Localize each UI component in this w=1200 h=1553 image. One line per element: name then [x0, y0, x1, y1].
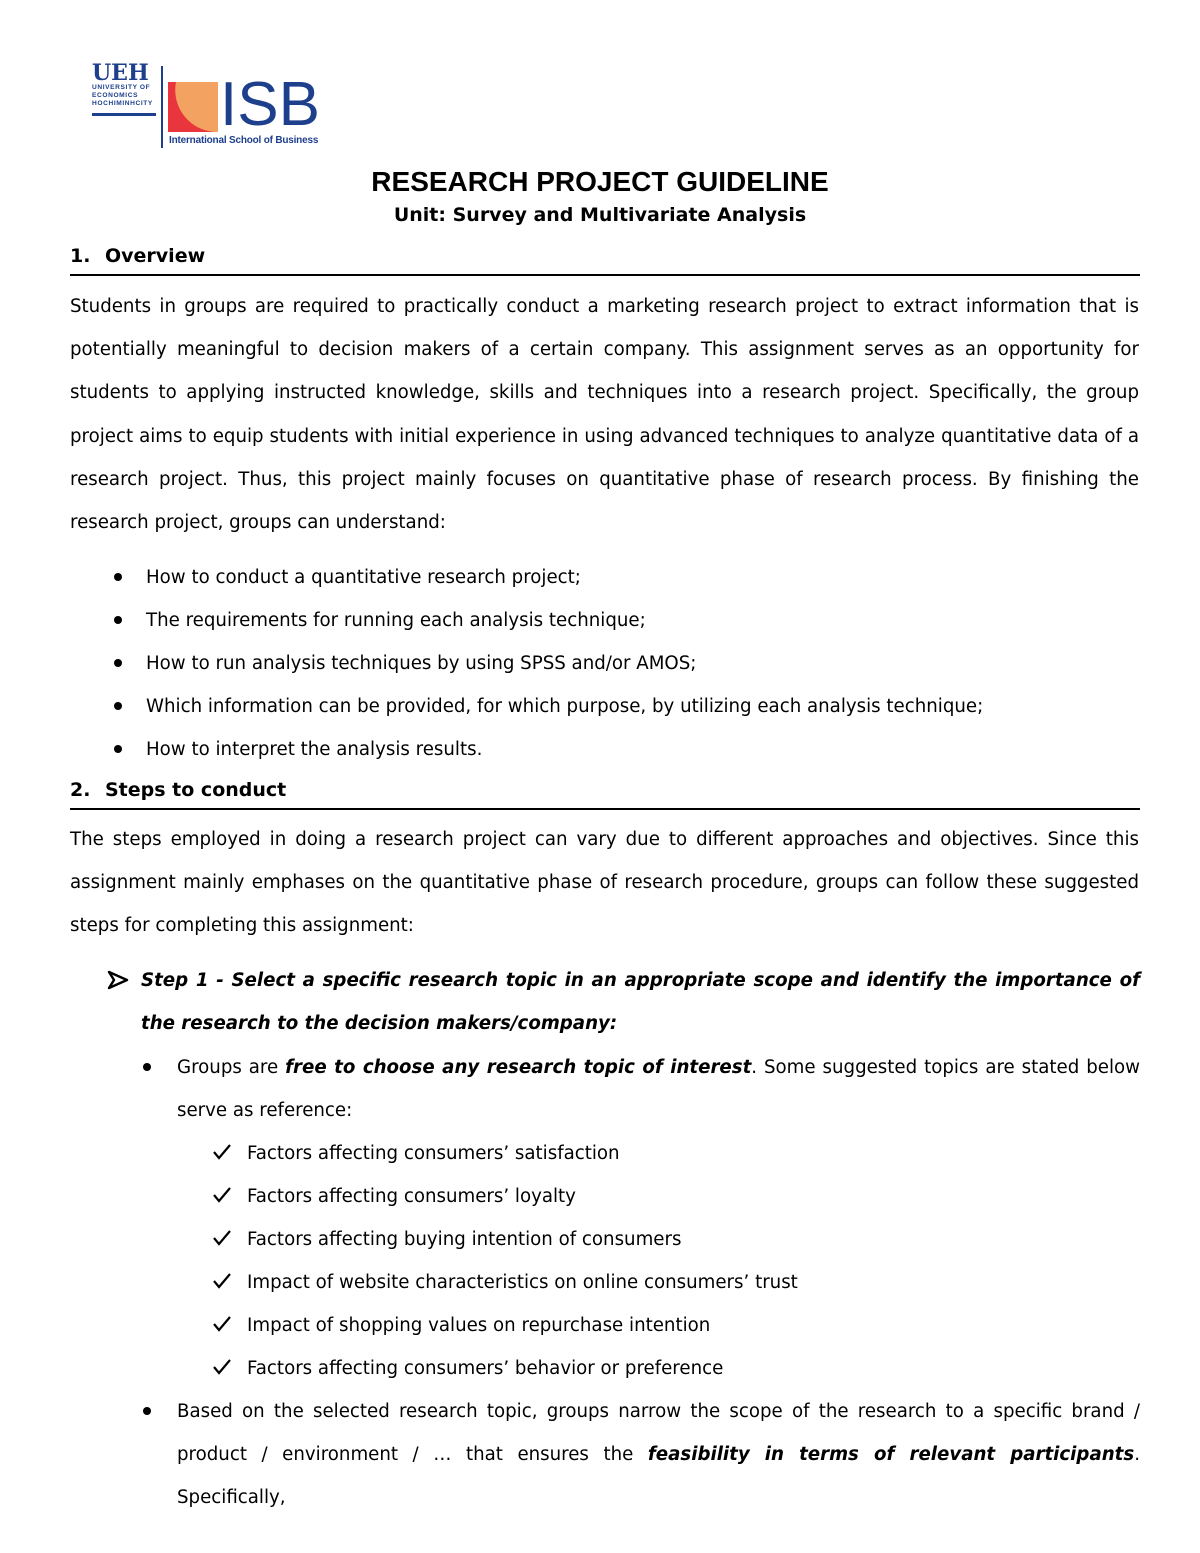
ueh-logo-title: UEH	[92, 60, 149, 86]
bullet-dot-icon	[114, 745, 122, 753]
section-number: 2.	[70, 779, 91, 801]
logo-divider	[161, 66, 163, 148]
bullet-dot-icon	[114, 702, 122, 710]
arrow-bullet-icon	[107, 970, 129, 990]
list-item: How to conduct a quantitative research project;	[70, 556, 1140, 599]
suggested-topics-list	[70, 1132, 1140, 1390]
ueh-isb-logo	[92, 62, 332, 152]
bullet-dot-icon	[143, 1063, 151, 1071]
checkmark-icon	[212, 1315, 232, 1333]
bullet-dot-icon	[143, 1407, 151, 1415]
section-title: Steps to conduct	[105, 779, 287, 801]
section-heading-overview	[70, 243, 1140, 276]
section-number: 1.	[70, 245, 91, 267]
checkmark-icon	[212, 1229, 232, 1247]
list-item: Factors affecting consumers’ satisfaction	[70, 1132, 1140, 1175]
step-1-heading	[70, 959, 1140, 1045]
list-item: Factors affecting consumers’ behavior or preference	[70, 1347, 1140, 1390]
checkmark-icon	[212, 1143, 232, 1161]
list-item: Factors affecting buying intention of consumers	[70, 1218, 1140, 1261]
bullet-dot-icon	[114, 659, 122, 667]
step-1-text: Step 1 - Select a specific research topic in an appropriate scope and identify the importance of the research to the decision makers/company:	[141, 970, 1140, 1035]
list-item: How to run analysis techniques by using SPSS and/or AMOS;	[70, 642, 1140, 685]
ueh-logo-bar	[92, 113, 156, 116]
list-item: How to interpret the analysis results.	[70, 728, 1140, 771]
learning-outcomes-list	[70, 556, 1140, 771]
bullet-dot-icon	[114, 573, 122, 581]
list-item: Impact of shopping values on repurchase intention	[70, 1304, 1140, 1347]
ueh-logo-line: HOCHIMINHCITY	[92, 100, 153, 108]
isb-logo-text: ISB	[220, 70, 320, 139]
step-1-item-topic: Groups are free to choose any research topic of interest. Some suggested topics are stated below serve as reference:	[70, 1046, 1140, 1132]
checkmark-icon	[212, 1358, 232, 1376]
bullet-dot-icon	[114, 616, 122, 624]
section-heading-steps	[70, 777, 1140, 810]
overview-paragraph: Students in groups are required to practically conduct a marketing research project to extract information that is potentially meaningful to decision makers of a certain company. This assignment serves as an opportunity for students to applying instructed knowledge, skills and techniques into a research project. Specifically, the group project aims to equip students with initial experience in using advanced techniques to analyze quantitative data of a research project. Thus, this project mainly focuses on quantitative phase of research process. By finishing the research project, groups can understand:	[70, 296, 1139, 534]
checkmark-icon	[212, 1272, 232, 1290]
ueh-logo-line: UNIVERSITY OF	[92, 84, 151, 91]
list-item: The requirements for running each analysis technique;	[70, 599, 1140, 642]
steps-paragraph: The steps employed in doing a research project can vary due to different approaches and objectives. Since this assignment mainly emphases on the quantitative phase of research procedure, groups can follow these suggested steps for completing this assignment:	[70, 829, 1139, 937]
ueh-logo	[92, 62, 158, 116]
list-item: Factors affecting consumers’ loyalty	[70, 1175, 1140, 1218]
step-1-item-scope: Based on the selected research topic, groups narrow the scope of the research to a specific brand / product / environment / … that ensures the feasibility in terms of relevant participants. Specifically,	[70, 1390, 1140, 1520]
isb-mark-icon	[168, 82, 218, 132]
document-title: RESEARCH PROJECT GUIDELINE	[371, 166, 829, 197]
checkmark-icon	[212, 1186, 232, 1204]
document-subtitle: Unit: Survey and Multivariate Analysis	[393, 204, 807, 226]
ueh-logo-line: ECONOMICS	[92, 92, 139, 100]
section-title: Overview	[105, 245, 206, 267]
isb-logo-caption: International School of Business	[169, 135, 319, 146]
list-item: Which information can be provided, for which purpose, by utilizing each analysis technique;	[70, 685, 1140, 728]
list-item: Impact of website characteristics on online consumers’ trust	[70, 1261, 1140, 1304]
